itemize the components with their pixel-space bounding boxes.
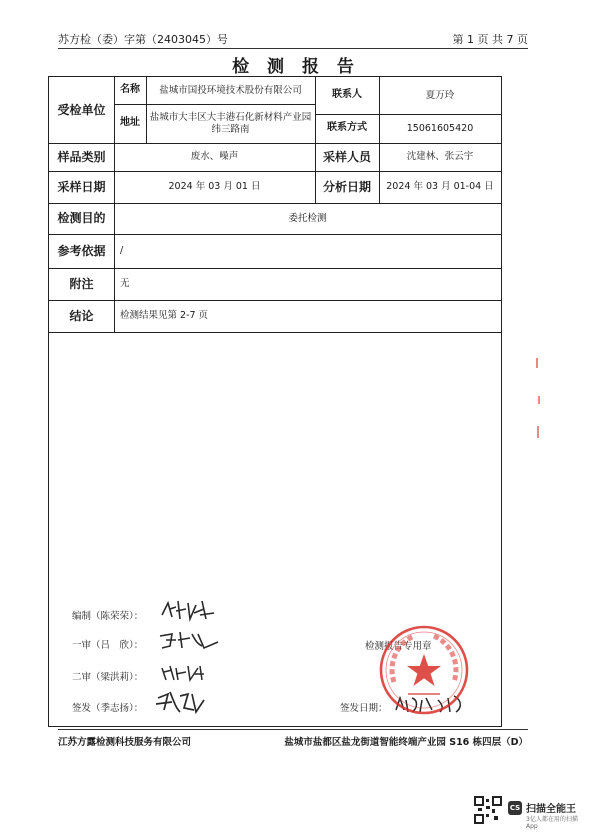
review1-label: 一审（吕 欣）： — [72, 640, 144, 651]
phone-value: 15061605420 — [406, 122, 474, 134]
compiler-label: 编制（陈荣荣）： — [72, 611, 144, 622]
sample-type-label: 样品类别 — [57, 149, 106, 164]
address-label: 地址 — [120, 117, 140, 129]
basis-value: / — [120, 245, 124, 257]
basis-label: 参考依据 — [57, 243, 106, 258]
stamp-label: 检测报告专用章 — [365, 641, 432, 652]
review1-signature — [158, 628, 224, 652]
contact-label: 联系人 — [332, 89, 362, 101]
note-value: 无 — [120, 278, 130, 290]
header-rule — [58, 48, 528, 49]
row-divider — [49, 332, 501, 333]
review2-label: 二审（梁洪莉）： — [72, 672, 144, 683]
report-header — [58, 31, 528, 47]
footer-address: 盐城市盐都区盐龙街道智能终端产业园 S16 栋四层（D） — [284, 737, 528, 748]
purpose-value: 委托检测 — [288, 212, 327, 224]
sampler-value: 沈建林、张云宇 — [406, 151, 474, 163]
name-label: 名称 — [120, 84, 140, 96]
page-info: 第 1 页 共 7 页 — [452, 33, 528, 46]
qr-code-icon — [474, 796, 502, 824]
sampling-date-value: 2024 年 03 月 01 日 — [168, 181, 261, 193]
conclusion-value: 检测结果见第 2-7 页 — [120, 310, 209, 322]
scanner-tagline: 3亿人都在用的扫描App — [526, 816, 578, 830]
sampler-label: 采样人员 — [322, 149, 371, 164]
address-value: 盐城市大丰区大丰港石化新材料产业园纬三路南 — [149, 111, 312, 135]
approver-label: 签发（季志扬）： — [72, 703, 144, 714]
report-title: 检 测 报 告 — [232, 57, 360, 77]
review2-signature — [160, 662, 208, 684]
contact-value: 夏万玲 — [425, 89, 455, 101]
issue-date-label: 签发日期： — [340, 703, 388, 714]
conclusion-label: 结论 — [69, 308, 94, 323]
edge-mark — [538, 396, 540, 404]
scanner-name: 扫描全能王 — [526, 804, 576, 815]
purpose-label: 检测目的 — [57, 211, 106, 225]
name-value: 盐城市国投环境技术股份有限公司 — [159, 84, 302, 96]
sampling-date-label: 采样日期 — [57, 179, 106, 194]
compiler-signature — [160, 597, 218, 623]
scanner-logo-icon: CS — [508, 801, 522, 815]
note-label: 附注 — [69, 276, 94, 291]
official-seal — [378, 624, 470, 716]
report-number: 苏方检（委）字第（2403045）号 — [58, 33, 228, 46]
footer-company: 江苏方露检测科技服务有限公司 — [58, 737, 192, 748]
scanner-badge — [508, 799, 588, 830]
analysis-date-label: 分析日期 — [322, 179, 371, 194]
phone-label: 联系方式 — [327, 122, 367, 134]
edge-mark — [536, 358, 538, 368]
footer-rule — [58, 729, 528, 730]
client-label: 受检单位 — [57, 102, 106, 117]
sample-type-value: 废水、噪声 — [190, 151, 239, 163]
analysis-date-value: 2024 年 03 月 01-04 日 — [386, 181, 494, 193]
edge-mark — [537, 426, 539, 438]
approver-signature — [154, 688, 208, 716]
